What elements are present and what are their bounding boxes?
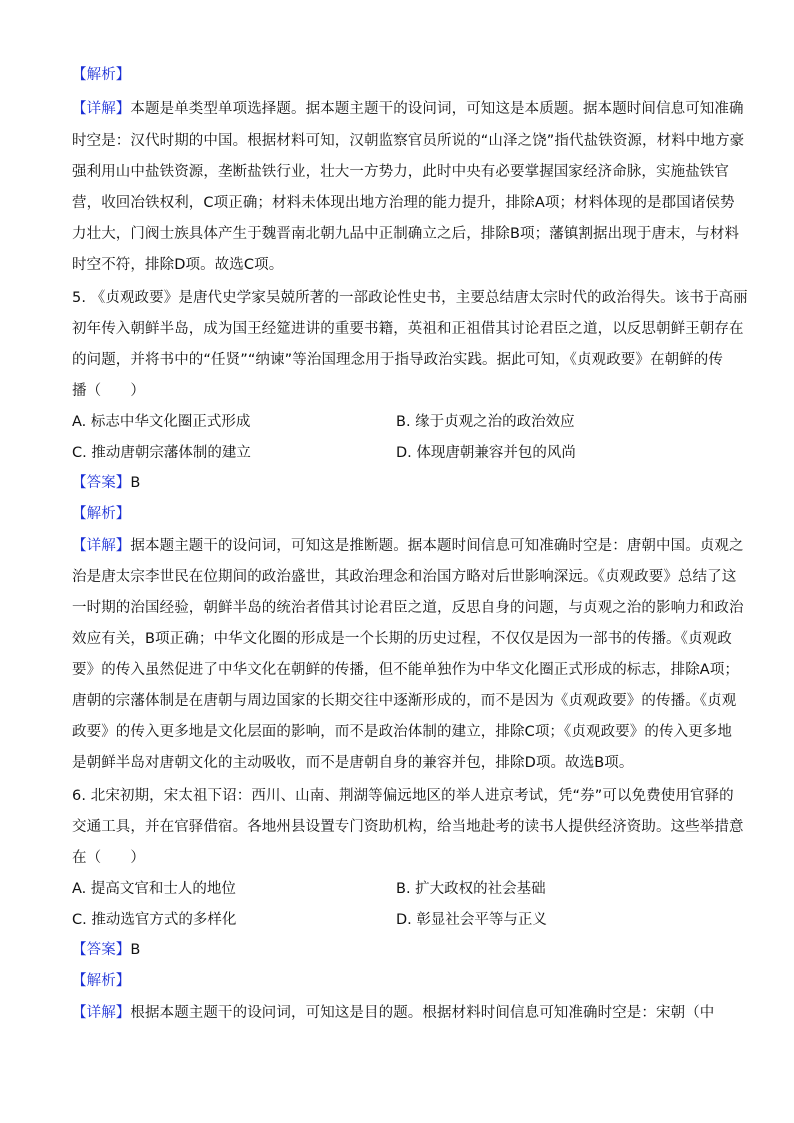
question-stem-line: 6. 北宋初期，宋太祖下诏：西川、山南、荆湖等偏远地区的举人进京考试，凭“券”可以免费使用官驿的 [72, 788, 734, 804]
option-a: A. 提高文官和士人的地位 [72, 881, 236, 897]
detail-heading: 【详解】 [72, 1005, 131, 1021]
option-b: B. 扩大政权的社会基础 [396, 881, 546, 897]
option-c: C. 推动唐朝宗藩体制的建立 [72, 445, 251, 461]
detail-paragraph-line: 治是唐太宗李世民在位期间的政治盛世，其政治理念和治国方略对后世影响深远。《贞观政要》总结了这 [72, 569, 737, 585]
question-stem-line: 在（ ） [72, 850, 145, 866]
answer-line [72, 472, 140, 494]
question-stem-line: 的问题，并将书中的“任贤”“纳谏”等治国理念用于指导政治实践。据此可知，《贞观政要》在朝鲜的传 [72, 352, 723, 368]
detail-paragraph-line: 是朝鲜半岛对唐朝文化的主动吸收，而不是唐朝自身的兼容并包，排除D项。故选B项。 [72, 755, 634, 771]
question-stem-line: 交通工具，并在官驿借宿。各地州县设置专门资助机构，给当地赴考的读书人提供经济资助。这些举措意 [72, 819, 744, 835]
analysis-heading: 【解析】 [72, 973, 131, 989]
answer-heading: 【答案】 [72, 942, 131, 958]
detail-paragraph-line: 力壮大，门阀士族具体产生于魏晋南北朝九品中正制确立之后，排除B项；藩镇割据出现于唐末，与材料 [72, 226, 740, 242]
detail-heading: 【详解】 [72, 101, 131, 117]
option-d: D. 彰显社会平等与正义 [396, 912, 547, 928]
detail-paragraph-line: 时空不符，排除D项。故选C项。 [72, 257, 284, 273]
detail-paragraph-line: 时空是：汉代时期的中国。根据材料可知，汉朝监察官员所说的“山泽之饶”指代盐铁资源，材料中地方豪 [72, 133, 745, 149]
option-c: C. 推动选官方式的多样化 [72, 912, 237, 928]
detail-heading: 【详解】 [72, 538, 131, 554]
analysis-heading: 【解析】 [72, 506, 131, 522]
answer-value: B [130, 942, 141, 958]
detail-paragraph-line: 【详解】本题是单类型单项选择题。据本题主题干的设问词，可知这是本质题。据本题时间信息可知准确 [72, 101, 744, 117]
question-stem-line: 5. 《贞观政要》是唐代史学家吴兢所著的一部政论性史书，主要总结唐太宗时代的政治得失。该书于高丽 [72, 290, 748, 306]
question-stem-line: 播（ ） [72, 383, 145, 399]
detail-paragraph-line: 【详解】根据本题主题干的设问词，可知这是目的题。根据材料时间信息可知准确时空是：宋朝（中 [72, 1005, 715, 1021]
option-b: B. 缘于贞观之治的政治效应 [396, 414, 575, 430]
detail-paragraph-line: 【详解】据本题主题干的设问词，可知这是推断题。据本题时间信息可知准确时空是：唐朝中国。贞观之 [72, 538, 744, 554]
answer-value: B [130, 475, 141, 491]
option-d: D. 体现唐朝兼容并包的风尚 [396, 445, 576, 461]
detail-paragraph-line: 政要》的传入更多地是文化层面的影响，而不是政治体制的建立，排除C项；《贞观政要》的传入更多地 [72, 724, 732, 740]
detail-paragraph-line: 要》的传入虽然促进了中华文化在朝鲜的传播，但不能单独作为中华文化圈正式形成的标志，排除A项； [72, 662, 740, 678]
answer-heading: 【答案】 [72, 475, 131, 491]
answer-line [72, 939, 140, 961]
question-stem-line: 初年传入朝鲜半岛，成为国王经筵进讲的重要书籍，英祖和正祖借其讨论君臣之道，以反思朝鲜王朝存在 [72, 321, 744, 337]
detail-paragraph-line: 强利用山中盐铁资源，垄断盐铁行业，壮大一方势力，此时中央有必要掌握国家经济命脉，实施盐铁官 [72, 164, 729, 180]
analysis-heading: 【解析】 [72, 67, 131, 83]
detail-paragraph-line: 一时期的治国经验，朝鲜半岛的统治者借其讨论君臣之道，反思自身的问题，与贞观之治的影响力和政治 [72, 600, 744, 616]
option-a: A. 标志中华文化圈正式形成 [72, 414, 251, 430]
detail-paragraph-line: 效应有关，B项正确；中华文化圈的形成是一个长期的历史过程，不仅仅是因为一部书的传播。《贞观政 [72, 631, 732, 647]
detail-paragraph-line: 营，收回冶铁权利，C项正确；材料未体现出地方治理的能力提升，排除A项；材料体现的是郡国诸侯势 [72, 195, 735, 211]
detail-paragraph-line: 唐朝的宗藩体制是在唐朝与周边国家的长期交往中逐渐形成的，而不是因为《贞观政要》的传播。《贞观 [72, 693, 737, 709]
